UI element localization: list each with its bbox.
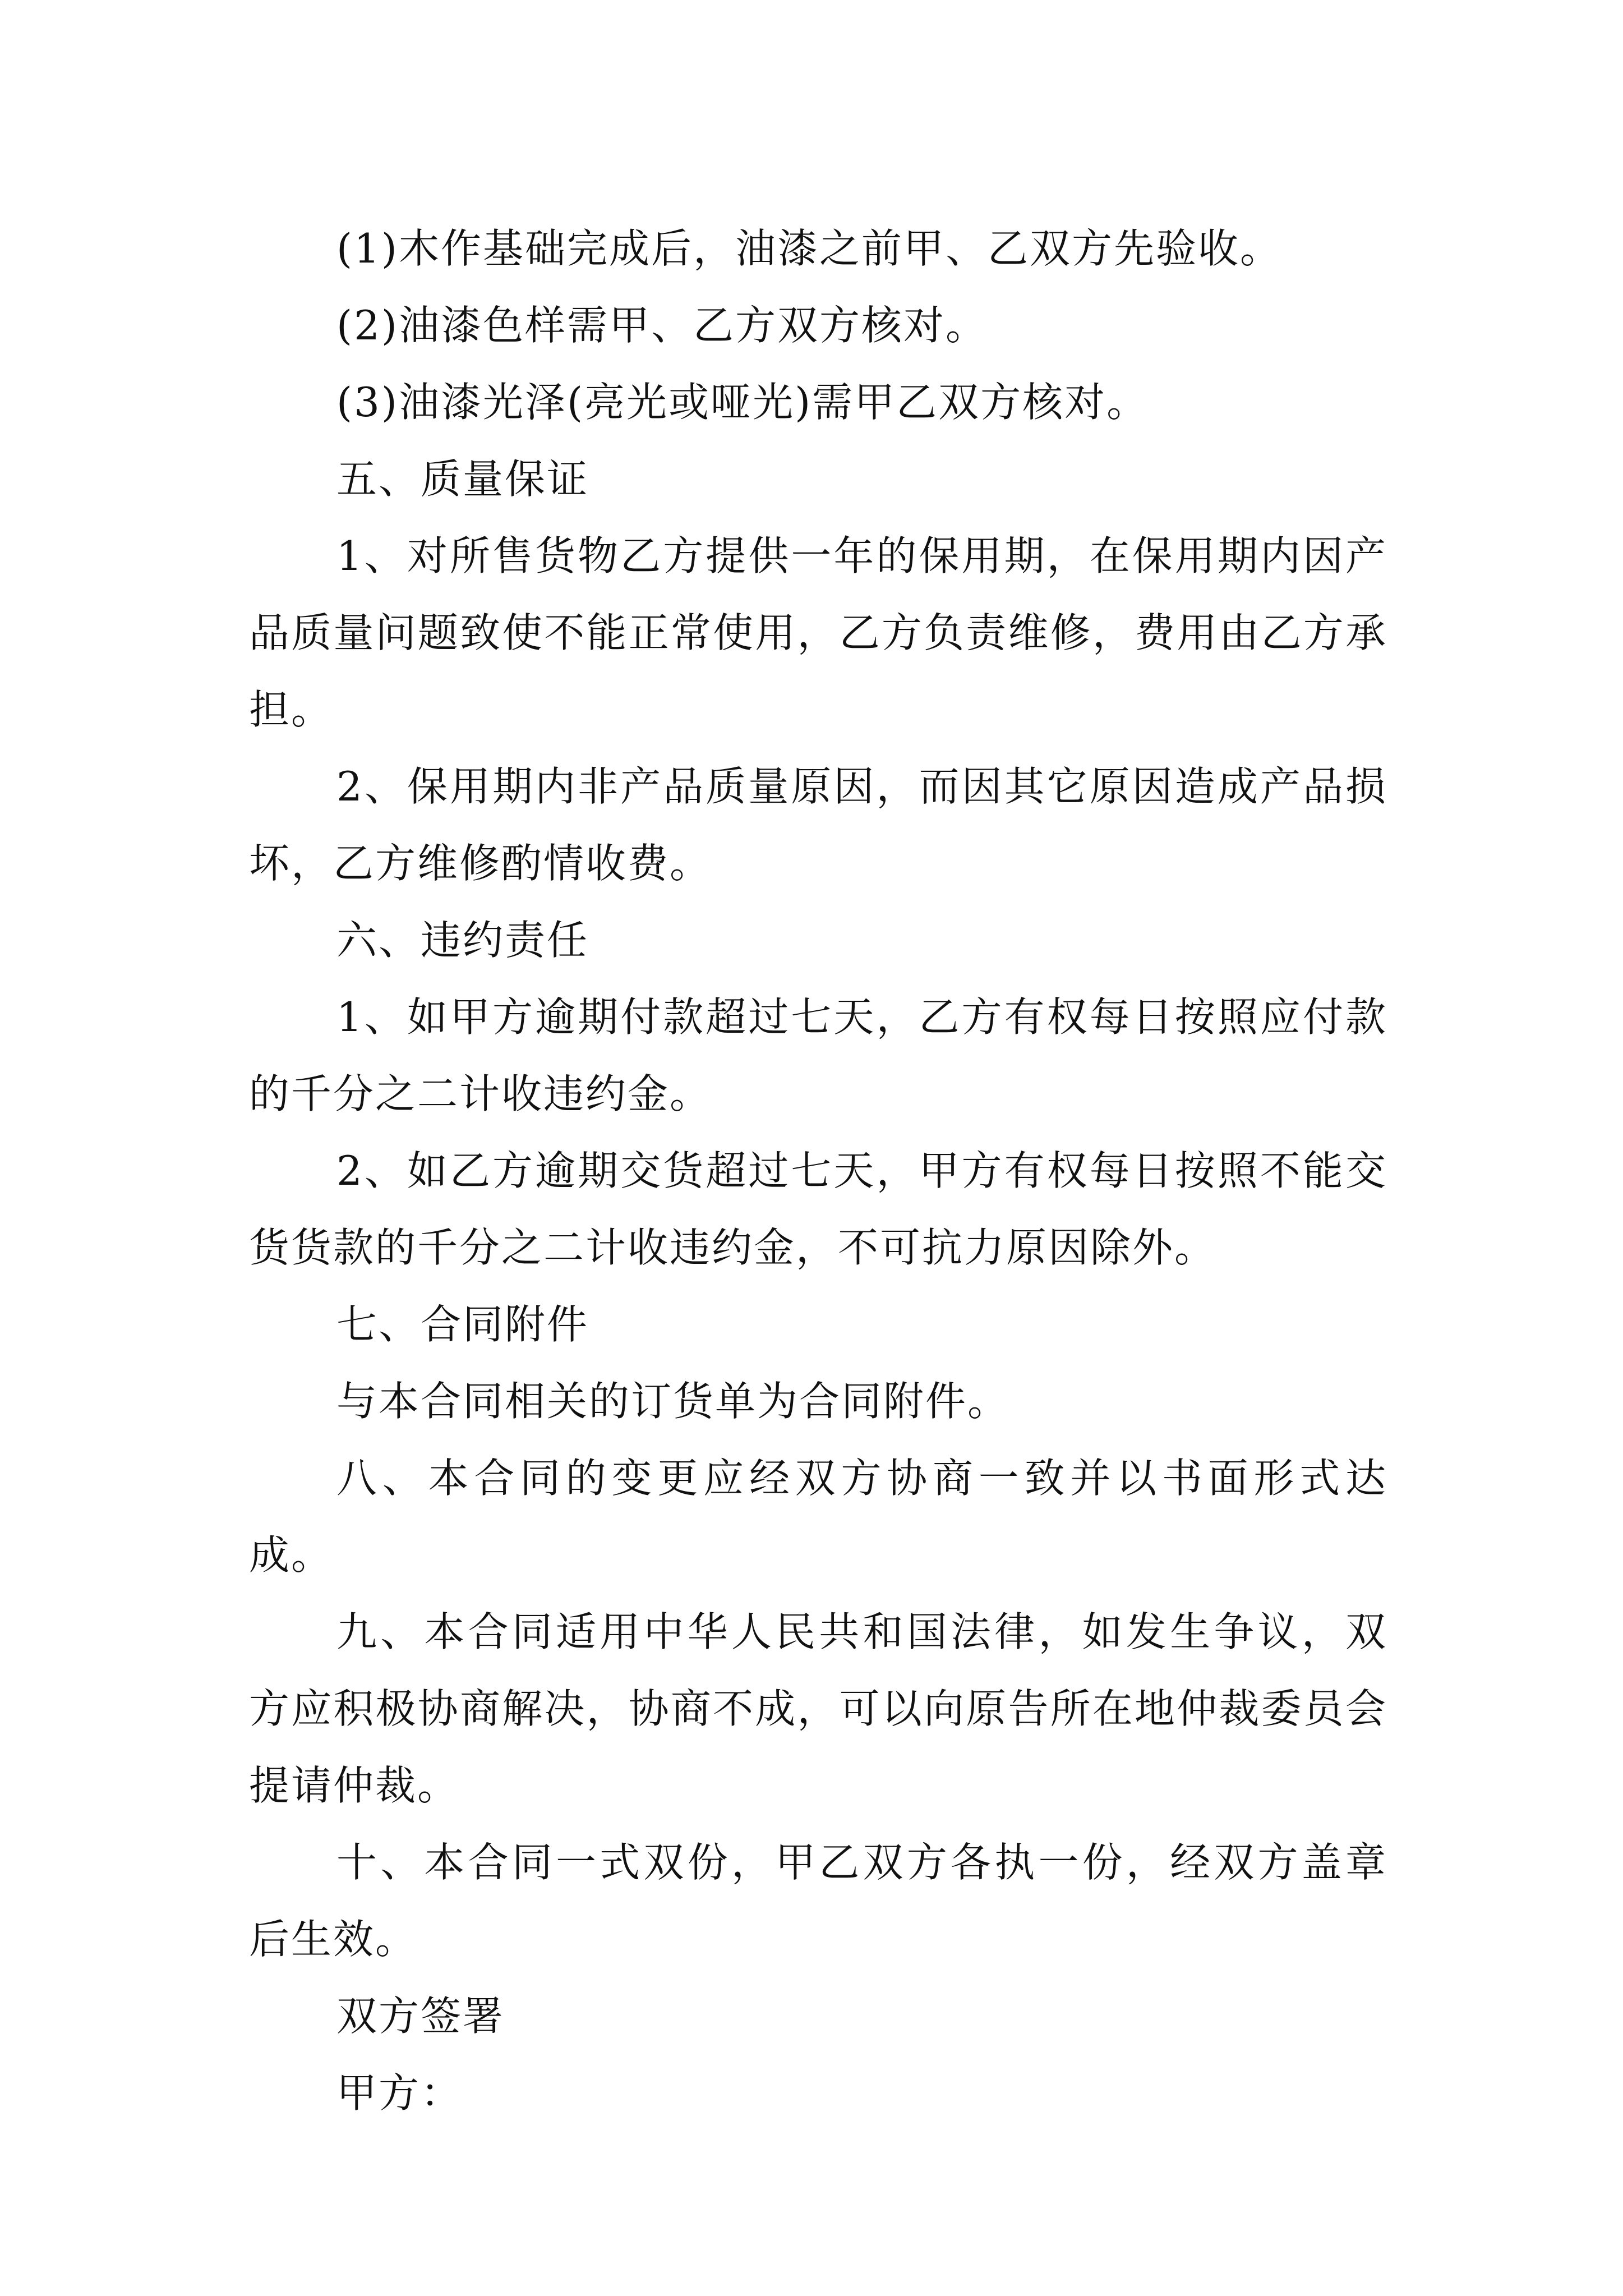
clause-5-item-1: 1、对所售货物乙方提供一年的保用期，在保用期内因产品质量问题致使不能正常使用，乙方负责维修，费用由乙方承担。 [249,532,1387,733]
signature-heading: 双方签署 [336,1993,505,2040]
clause-4-item-1: (1)木作基础完成后，油漆之前甲、乙双方先验收。 [336,225,1282,272]
document-body [249,210,1387,2132]
clause-4-item-3: (3)油漆光泽(亮光或哑光)需甲乙双方核对。 [336,379,1149,426]
clause-8-text: 八、本合同的变更应经双方协商一致并以书面形式达成。 [249,1455,1387,1579]
clause-10-text: 十、本合同一式双份，甲乙双方各执一份，经双方盖章后生效。 [249,1839,1387,1963]
section-heading-liability: 六、违约责任 [336,917,589,964]
clause-4-item-2: (2)油漆色样需甲、乙方双方核对。 [336,302,988,349]
clause-6-item-1: 1、如甲方逾期付款超过七天，乙方有权每日按照应付款的千分之二计收违约金。 [249,993,1387,1117]
clause-7-text: 与本合同相关的订货单为合同附件。 [336,1378,1010,1425]
section-heading-attachments: 七、合同附件 [336,1301,589,1348]
clause-5-item-2: 2、保用期内非产品质量原因，而因其它原因造成产品损坏，乙方维修酌情收费。 [249,763,1387,887]
clause-6-item-2: 2、如乙方逾期交货超过七天，甲方有权每日按照不能交货货款的千分之二计收违约金，不可抗力原因除外。 [249,1147,1387,1271]
party-a-label: 甲方： [336,2069,463,2116]
section-heading-quality: 五、质量保证 [336,455,589,503]
clause-9-text: 九、本合同适用中华人民共和国法律，如发生争议，双方应积极协商解决，协商不成，可以向原告所在地仲裁委员会提请仲裁。 [249,1608,1387,1809]
